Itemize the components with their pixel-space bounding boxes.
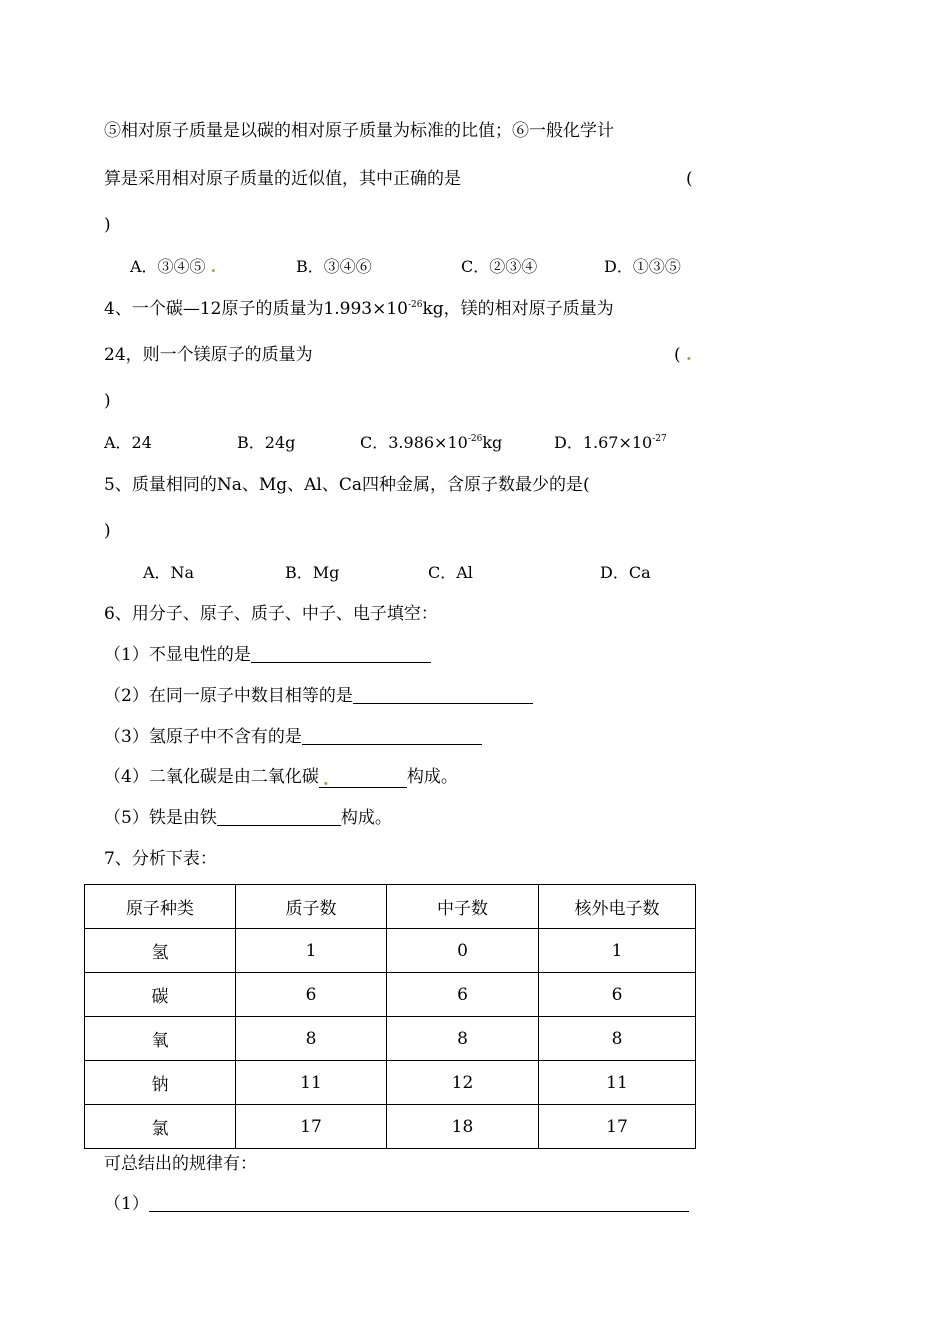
q5-option-b: B．Mg — [285, 563, 340, 582]
table-cell: 11 — [236, 1061, 387, 1105]
q3-option-a: A．③④⑤ . — [130, 257, 217, 276]
q4-option-b: B．24g — [237, 433, 296, 452]
table-header: 原子种类 — [85, 885, 236, 929]
q3-paren-close: ) — [104, 215, 111, 235]
q7-title: 7、分析下表： — [104, 849, 217, 869]
atom-table — [84, 884, 696, 1149]
q6-item-3: （3）氢原子中不含有的是 — [104, 726, 482, 748]
table-cell: 8 — [539, 1017, 696, 1061]
q3-paren-open: ( — [686, 169, 693, 189]
q5-line-1: 5、质量相同的Na、Mg、Al、Ca四种金属，含原子数最少的是( — [104, 475, 590, 495]
q6-item-1: （1）不显电性的是 — [104, 644, 431, 666]
q3-option-b: B．③④⑥ — [296, 257, 372, 276]
q3-line-2: 算是采用相对原子质量的近似值，其中正确的是 — [104, 169, 461, 189]
answer-blank[interactable] — [353, 685, 533, 704]
table-cell: 碳 — [85, 973, 236, 1017]
q5-option-c: C．Al — [428, 563, 473, 582]
q6-item-2: （2）在同一原子中数目相等的是 — [104, 685, 533, 707]
q6-item-4: （4）二氧化碳是由二氧化碳 . 构成。 — [104, 767, 458, 790]
table-cell: 钠 — [85, 1061, 236, 1105]
table-cell: 17 — [236, 1105, 387, 1149]
q5-option-d: D．Ca — [600, 563, 651, 582]
q5-option-a: A．Na — [143, 563, 195, 582]
q3-line-1: ⑤相对原子质量是以碳的相对原子质量为标准的比值；⑥一般化学计 — [104, 121, 614, 141]
q4-option-c: C．$3.986\times 10^{-26}kg$ — [360, 433, 503, 452]
answer-blank[interactable] — [251, 644, 431, 663]
q4-option-d: D．$1.67\times 10^{-27}$ — [554, 433, 667, 452]
table-header: 质子数 — [236, 885, 387, 929]
q3-option-c: C．②③④ — [461, 257, 538, 276]
table-cell: 氧 — [85, 1017, 236, 1061]
q4-line-1: 4、一个碳—12原子的质量为$1.993\times 10^{-26}kg$，镁的相对原子质量为 — [104, 299, 614, 319]
answer-blank[interactable] — [217, 807, 341, 826]
table-cell: 6 — [236, 973, 387, 1017]
table-cell: 0 — [387, 929, 539, 973]
q7-summary: 可总结出的规律有： — [104, 1154, 257, 1174]
table-row — [85, 1061, 696, 1105]
table-cell: 12 — [387, 1061, 539, 1105]
table-cell: 1 — [539, 929, 696, 973]
q4-paren-close: ) — [104, 391, 111, 411]
table-cell: 1 — [236, 929, 387, 973]
q3-option-d: D．①③⑤ — [604, 257, 681, 276]
answer-blank[interactable] — [149, 1193, 689, 1212]
q7-item-1: （1） — [104, 1193, 689, 1215]
table-cell: 氢 — [85, 929, 236, 973]
table-row — [85, 973, 696, 1017]
q4-line-2: 24，则一个镁原子的质量为 — [104, 345, 313, 365]
table-row — [85, 1105, 696, 1149]
q4-option-a: A．24 — [104, 433, 152, 452]
table-row — [85, 1017, 696, 1061]
table-cell: 氯 — [85, 1105, 236, 1149]
table-row — [85, 929, 696, 973]
answer-blank[interactable]: . — [319, 769, 407, 788]
table-cell: 6 — [539, 973, 696, 1017]
q6-item-5: （5）铁是由铁 构成。 — [104, 808, 392, 828]
table-cell: 11 — [539, 1061, 696, 1105]
q5-paren-close: ) — [104, 521, 111, 541]
table-cell: 18 — [387, 1105, 539, 1149]
table-cell: 17 — [539, 1105, 696, 1149]
table-cell: 8 — [387, 1017, 539, 1061]
table-header-row — [85, 885, 696, 929]
table-header: 中子数 — [387, 885, 539, 929]
q4-paren-open: ( . — [674, 345, 692, 365]
table-cell: 6 — [387, 973, 539, 1017]
answer-blank[interactable] — [302, 726, 482, 745]
q6-title: 6、用分子、原子、质子、中子、电子填空： — [104, 604, 438, 624]
table-cell: 8 — [236, 1017, 387, 1061]
table-header: 核外电子数 — [539, 885, 696, 929]
